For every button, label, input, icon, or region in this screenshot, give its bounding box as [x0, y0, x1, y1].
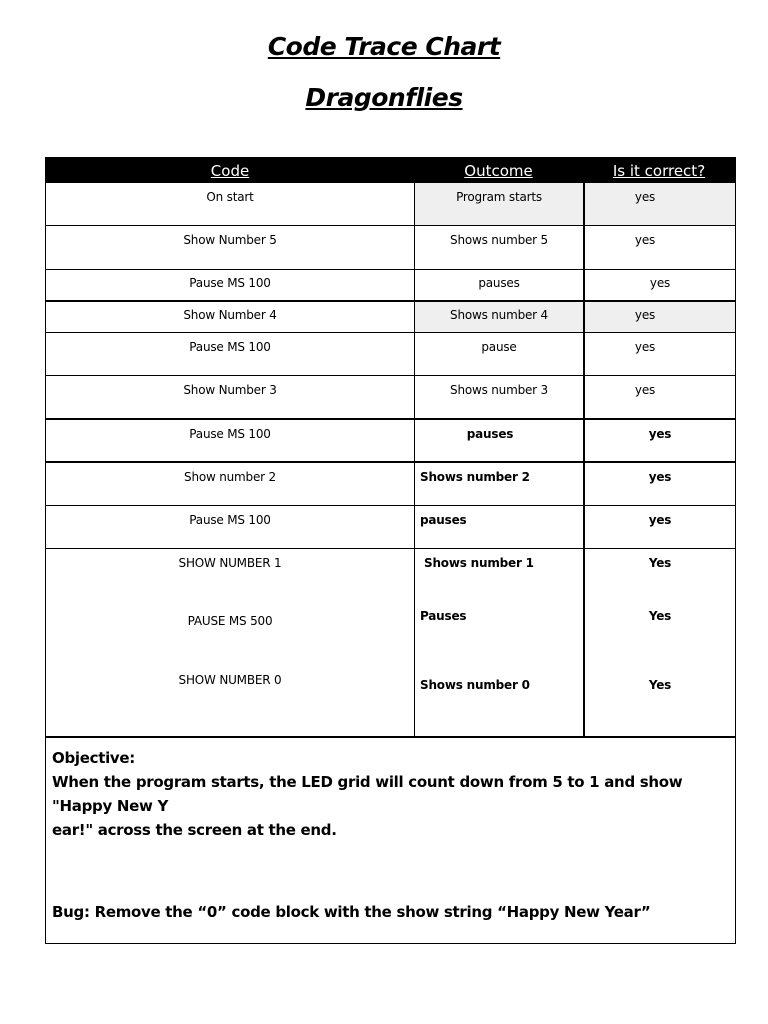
row-code: Pause MS 100 — [189, 513, 271, 527]
row-correct: yes — [634, 340, 656, 354]
row-outcome: pauses — [478, 276, 520, 290]
row-outcome: pauses — [420, 513, 467, 527]
bug-note: Bug: Remove the “0” code block with the show string “Happy New Year” — [52, 903, 651, 921]
row-outcome: pause — [481, 340, 517, 354]
row-outcome: Shows number 5 — [450, 233, 548, 247]
row-outcome: Program starts — [456, 190, 542, 204]
objective-text-line2: ear!" across the screen at the end. — [52, 821, 337, 839]
row-correct: yes — [634, 383, 656, 397]
row-correct: yes — [648, 513, 672, 527]
row-outcome: Shows number 0 — [420, 678, 530, 692]
objective-section — [52, 746, 728, 842]
divider — [46, 269, 735, 270]
header-code: Code — [46, 158, 414, 182]
row-code: Show Number 5 — [183, 233, 277, 247]
row-outcome: Pauses — [420, 609, 467, 623]
row-correct: yes — [649, 276, 671, 290]
row-correct: Yes — [648, 556, 672, 570]
row-code: PAUSE MS 500 — [187, 614, 273, 628]
divider — [46, 182, 735, 183]
divider — [46, 505, 735, 506]
row-code: On start — [206, 190, 254, 204]
row-correct: yes — [634, 308, 656, 322]
row-outcome: Shows number 4 — [450, 308, 548, 322]
divider — [414, 182, 415, 737]
divider — [46, 418, 735, 420]
row-code: Show Number 3 — [183, 383, 277, 397]
row-correct: Yes — [648, 609, 672, 623]
row-code: Show Number 4 — [183, 308, 277, 322]
row-outcome: Shows number 3 — [450, 383, 548, 397]
code-trace-table — [45, 157, 736, 944]
row-outcome: pauses — [466, 427, 514, 441]
row-code: Pause MS 100 — [189, 276, 271, 290]
row-code: Show number 2 — [184, 470, 276, 484]
divider — [46, 375, 735, 376]
row-code: Pause MS 100 — [189, 340, 271, 354]
divider — [46, 300, 735, 302]
row-outcome: Shows number 2 — [420, 470, 530, 484]
row-correct: Yes — [648, 678, 672, 692]
row-outcome: Shows number 1 — [424, 556, 534, 570]
objective-text-line1: When the program starts, the LED grid will count down from 5 to 1 and show "Happy New Y — [52, 773, 683, 815]
row-correct: yes — [648, 427, 672, 441]
row-code: SHOW NUMBER 0 — [178, 673, 282, 687]
divider — [46, 736, 735, 738]
row-correct: yes — [634, 233, 656, 247]
objective-label: Objective: — [52, 749, 135, 767]
row-code: SHOW NUMBER 1 — [178, 556, 282, 570]
divider — [46, 332, 735, 333]
divider — [46, 225, 735, 226]
divider — [46, 461, 735, 463]
page-subtitle: Dragonflies — [305, 83, 463, 112]
divider — [46, 548, 735, 549]
row-correct: yes — [634, 190, 656, 204]
header-correct: Is it correct? — [583, 158, 735, 182]
row-code: Pause MS 100 — [189, 427, 271, 441]
header-outcome: Outcome — [414, 158, 583, 182]
page-title: Code Trace Chart — [267, 32, 501, 61]
divider — [583, 182, 585, 737]
row-correct: yes — [648, 470, 672, 484]
